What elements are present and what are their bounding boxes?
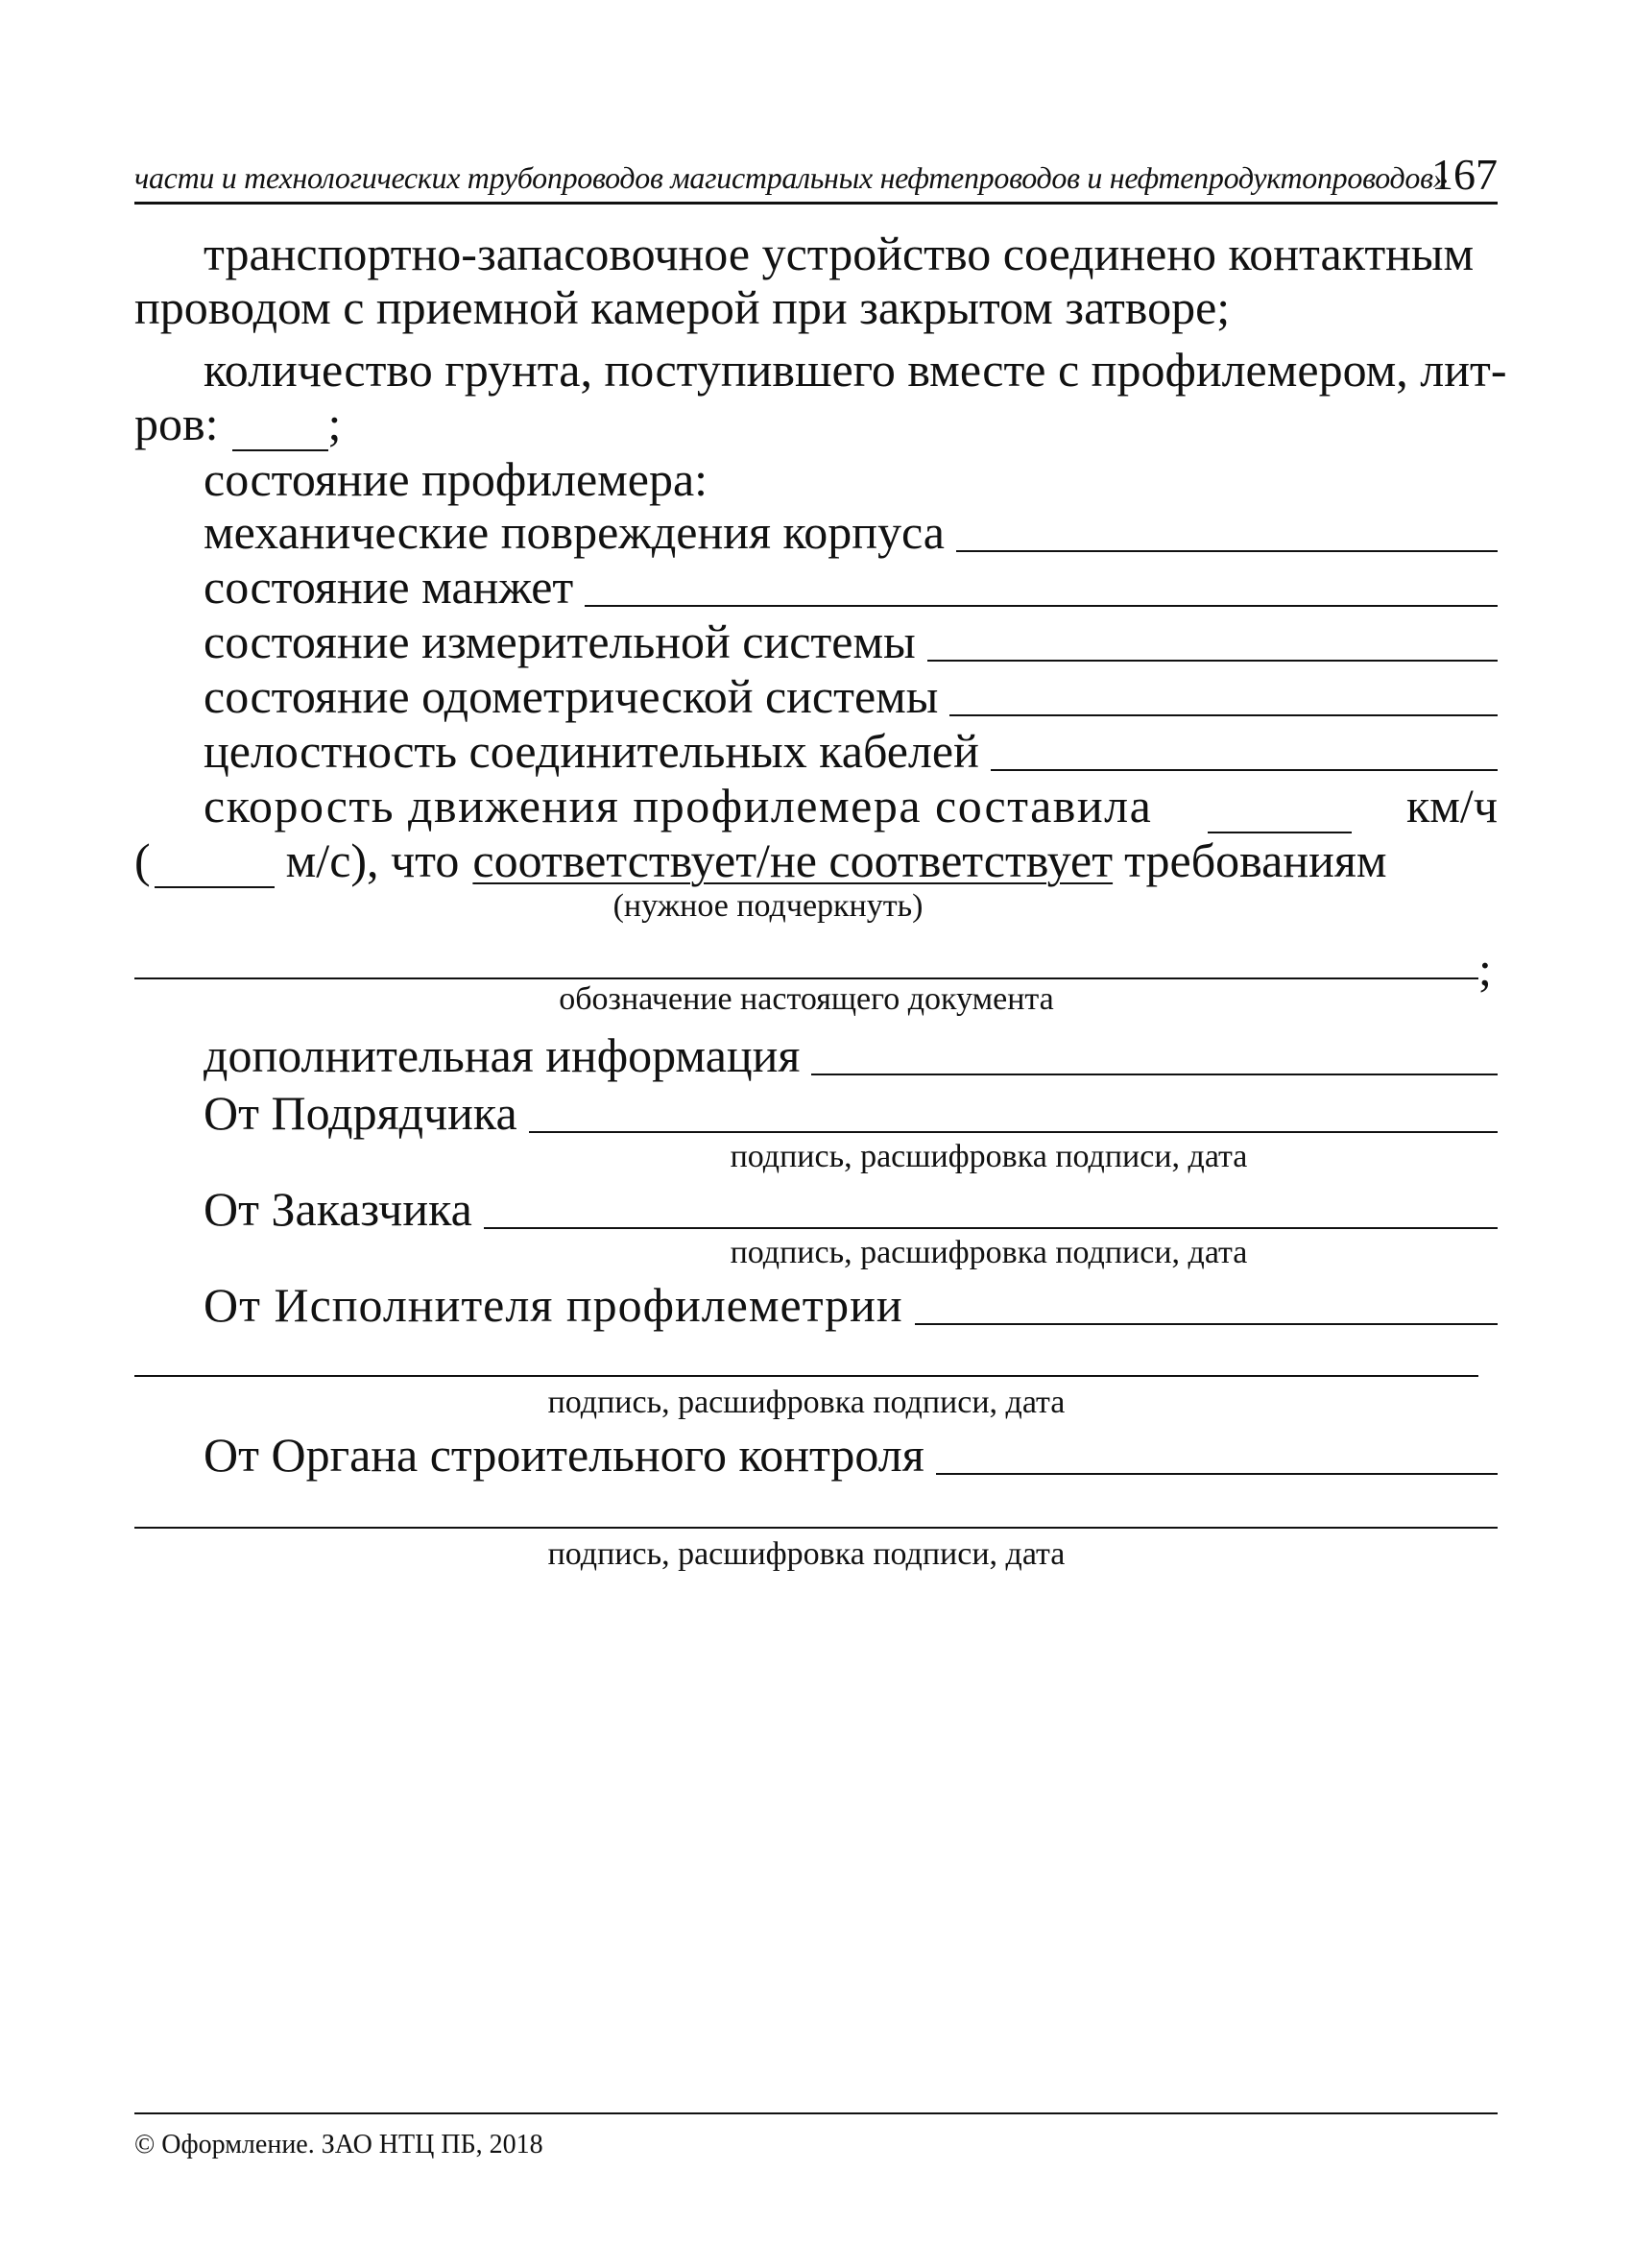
- odometric-label: состояние одометрической системы: [204, 669, 939, 723]
- cuffs-field[interactable]: [585, 567, 1498, 607]
- p1-line1: транспортно-запасовочное устройство соединено контактным: [204, 227, 1475, 280]
- cuffs-label: состояние манжет: [204, 560, 574, 614]
- speed-line: [204, 778, 1498, 833]
- executor-signature-line[interactable]: [134, 1375, 1478, 1377]
- customer-label: От Заказчика: [204, 1182, 472, 1236]
- measuring-label: состояние измерительной системы: [204, 615, 916, 668]
- running-header-title: части и технологических трубопроводов магистральных нефтепроводов и нефтепродуктопроводов»: [134, 160, 1449, 195]
- ms-unit: м/с), что: [285, 833, 460, 887]
- document-field[interactable]: [134, 977, 1478, 979]
- document-caption: обозначение настоящего документа: [559, 981, 1054, 1017]
- damage-label: механические повреждения корпуса: [204, 505, 945, 559]
- compliance-choice[interactable]: соответствует/не соответствует: [472, 833, 1114, 887]
- speed-unit: км/ч: [1406, 779, 1498, 832]
- executor-line: [204, 1277, 1498, 1333]
- paragraph-line: [134, 279, 1498, 335]
- executor-label: От Исполнителя профилеметрии: [204, 1278, 903, 1332]
- additional-info-line: [204, 1027, 1498, 1083]
- contractor-label: От Подрядчика: [204, 1086, 517, 1140]
- doc-line-end-wrap: [1478, 941, 1492, 997]
- signature-caption: подпись, расшифровка подписи, дата: [730, 1139, 1248, 1174]
- damage-line: [204, 504, 1498, 560]
- cables-field[interactable]: [991, 731, 1498, 771]
- signature-caption: подпись, расшифровка подписи, дата: [730, 1235, 1248, 1270]
- footer-copyright: © Оформление. ЗАО НТЦ ПБ, 2018: [134, 2130, 543, 2159]
- additional-info-label: дополнительная информация: [204, 1028, 801, 1082]
- page-number: 167: [1431, 150, 1498, 199]
- paragraph-line: [204, 226, 1498, 281]
- speed-kmh-field[interactable]: [1208, 791, 1352, 833]
- measuring-line: [204, 614, 1498, 669]
- underline-hint: (нужное подчеркнуть): [612, 888, 924, 924]
- additional-info-field[interactable]: [811, 1035, 1498, 1075]
- state-heading: состояние профилемера:: [204, 452, 708, 506]
- customer-line: [204, 1181, 1498, 1237]
- control-label: От Органа строительного контроля: [204, 1428, 924, 1482]
- ms-open: (: [134, 833, 151, 887]
- executor-signature-field[interactable]: [915, 1285, 1498, 1325]
- speed-label: скорость движения профилемера составила: [204, 779, 1153, 832]
- signature-caption: подпись, расшифровка подписи, дата: [547, 1385, 1066, 1420]
- p2-line2-suffix: ;: [327, 397, 342, 450]
- soil-amount-field[interactable]: [232, 409, 328, 451]
- signature-caption: подпись, расшифровка подписи, дата: [547, 1536, 1066, 1572]
- contractor-signature-field[interactable]: [529, 1093, 1498, 1133]
- cuffs-line: [204, 559, 1498, 615]
- doc-line-end: ;: [1478, 942, 1492, 996]
- control-signature-field[interactable]: [936, 1435, 1498, 1475]
- control-signature-line[interactable]: [134, 1527, 1498, 1529]
- footer-rule: [134, 2112, 1498, 2114]
- measuring-field[interactable]: [927, 621, 1498, 662]
- odometric-line: [204, 668, 1498, 724]
- customer-signature-field[interactable]: [484, 1189, 1498, 1229]
- control-line: [204, 1427, 1498, 1483]
- ms-suffix: требованиям: [1124, 833, 1387, 887]
- speed-ms-field[interactable]: [155, 846, 275, 888]
- cables-label: целостность соединительных кабелей: [204, 724, 979, 778]
- contractor-line: [204, 1085, 1498, 1141]
- p2-line1: количество грунта, поступившего вместе с профилемером, лит-: [204, 343, 1507, 397]
- speed-ms-line: [134, 832, 1498, 888]
- cables-line: [204, 723, 1498, 779]
- p1-line2: проводом с приемной камерой при закрытом затворе;: [134, 280, 1231, 334]
- paragraph-line: [204, 342, 1507, 398]
- damage-field[interactable]: [956, 512, 1498, 552]
- soil-amount-line: [134, 396, 710, 451]
- state-heading-line: [204, 451, 1498, 507]
- p2-line2-prefix: ров:: [134, 397, 219, 450]
- odometric-field[interactable]: [949, 676, 1498, 716]
- running-header: [134, 144, 1498, 205]
